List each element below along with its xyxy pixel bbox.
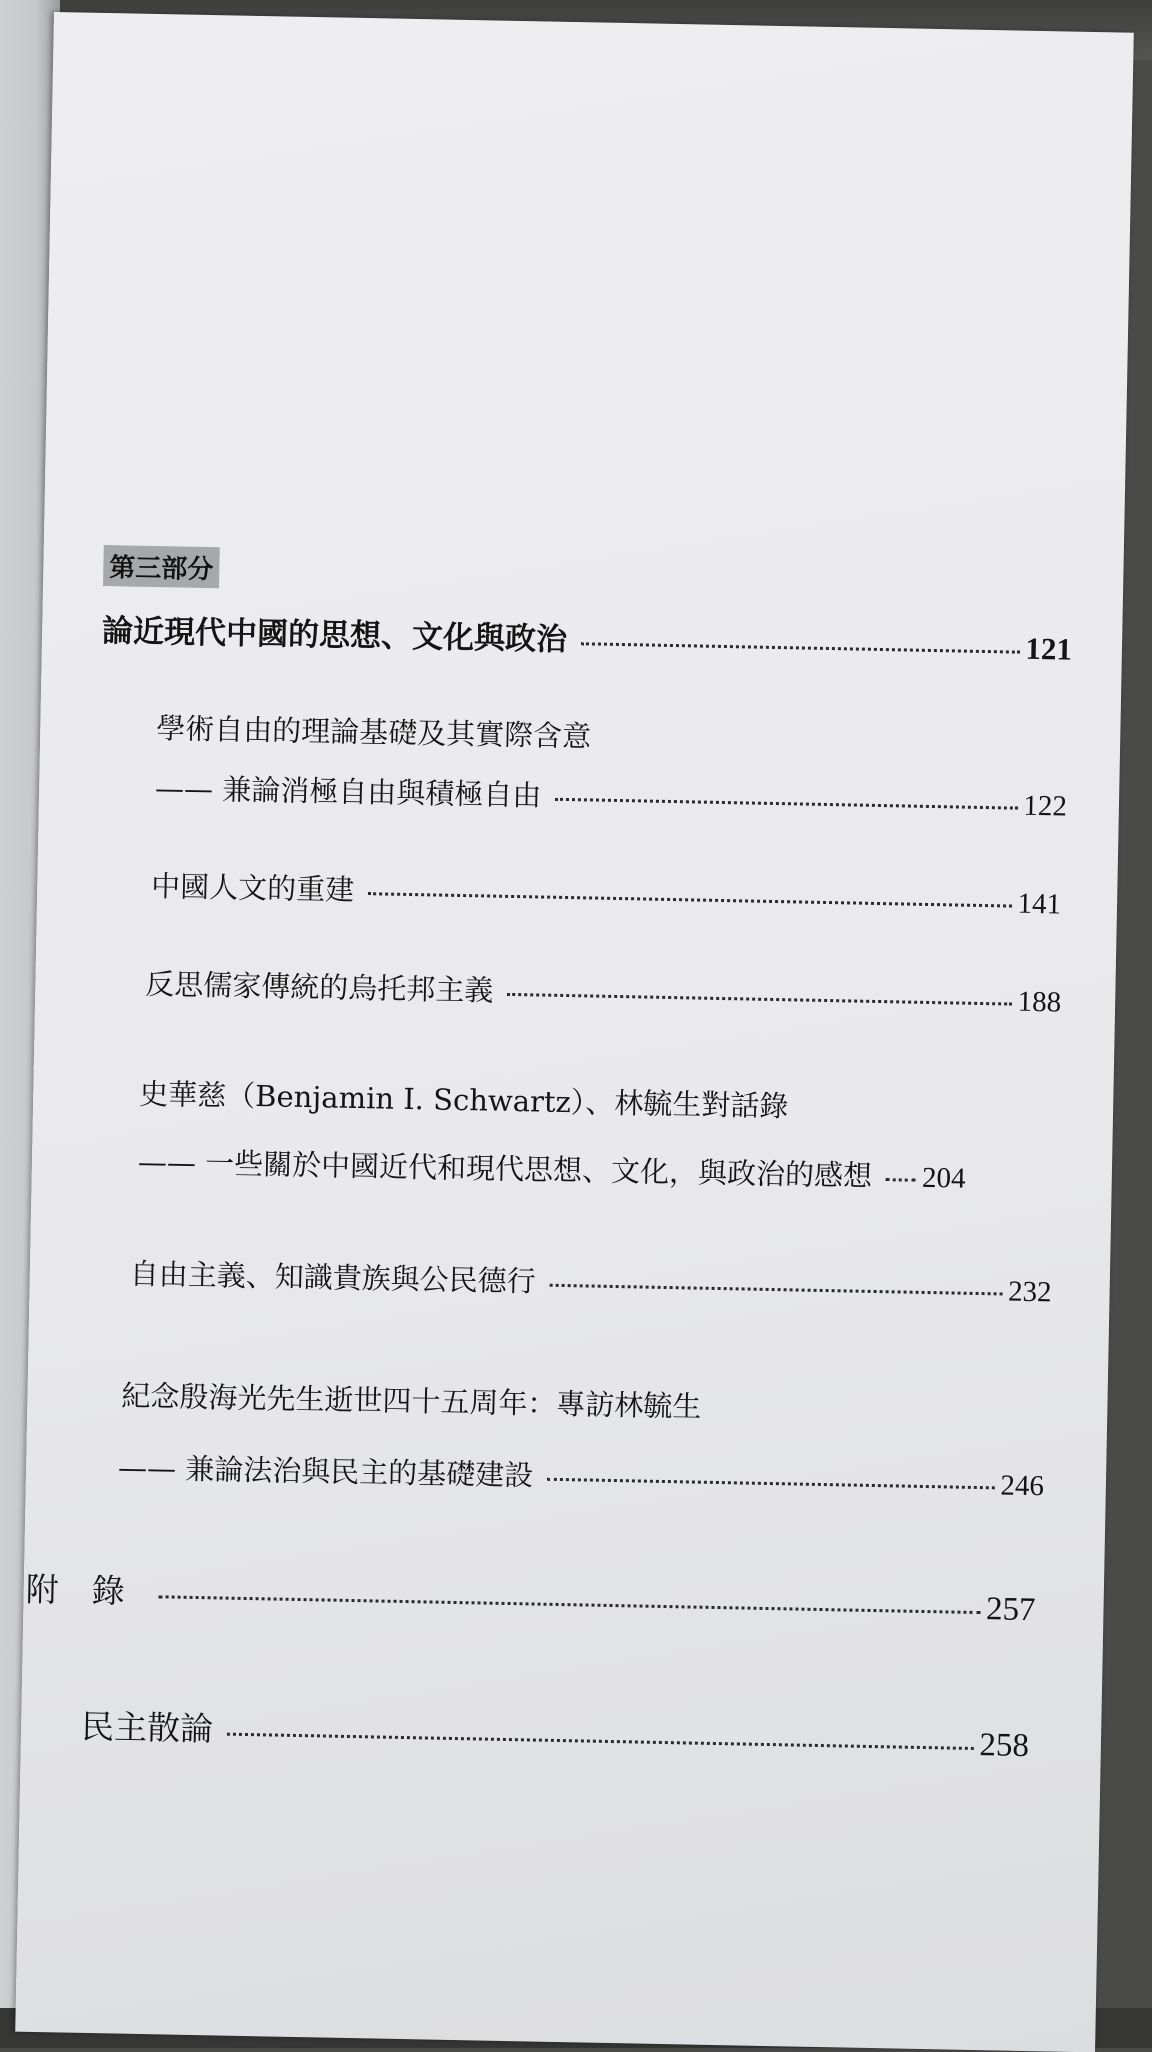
- toc-entry: [151, 864, 1062, 922]
- page-number: 121: [1025, 630, 1073, 667]
- dot-leader: [227, 1733, 973, 1750]
- dot-leader: [550, 1284, 1002, 1296]
- toc-entry-subtitle: —— 兼論法治與民主的基礎建設: [117, 1450, 534, 1493]
- toc-entry-title: 學術自由的理論基礎及其實際含意: [155, 711, 592, 754]
- page-number: 257: [985, 1591, 1036, 1629]
- toc-appendix-entry: [81, 1701, 1030, 1766]
- page-number: 232: [1007, 1275, 1052, 1309]
- page-number: 258: [979, 1727, 1030, 1765]
- toc-part-title: [102, 605, 1073, 669]
- toc-entry-title: 反思儒家傳統的烏托邦主義: [145, 966, 494, 1008]
- appendix-title: 附 錄: [25, 1569, 126, 1611]
- book-page: [15, 12, 1134, 2052]
- page-number: 122: [1023, 789, 1068, 823]
- part-title: 論近現代中國的思想、文化與政治: [101, 613, 568, 658]
- toc-entry-title: 紀念殷海光先生逝世四十五周年：專訪林毓生: [121, 1378, 702, 1424]
- dot-leader: [555, 798, 1017, 810]
- page-number: 204: [921, 1161, 966, 1195]
- toc-entry: [129, 1252, 1052, 1311]
- toc-entry-subtitle-row: [118, 1446, 1045, 1505]
- dot-leader: [886, 1178, 916, 1182]
- toc-entry-title: 自由主義、知識貴族與公民德行: [129, 1256, 537, 1299]
- toc-entry-subtitle: —— 一些關於中國近代和現代思想、文化，與政治的感想: [137, 1144, 873, 1193]
- toc-appendix: [25, 1564, 1036, 1630]
- page-number: 246: [1000, 1469, 1045, 1503]
- toc-entry-subtitle-row: [138, 1140, 1059, 1199]
- toc-entry-subtitle: —— 兼論消極自由與積極自由: [154, 771, 542, 813]
- dot-leader: [507, 993, 1011, 1006]
- toc-entry-title: 史華慈（Benjamin I. Schwartz）、林毓生對話錄: [138, 1076, 789, 1124]
- dot-leader: [368, 892, 1011, 907]
- toc-entry-subtitle-row: [155, 766, 1068, 825]
- toc-entry-title: 中國人文的重建: [150, 869, 355, 907]
- dot-leader: [159, 1595, 980, 1614]
- appendix-entry-title: 民主散論: [80, 1706, 214, 1749]
- page-number: 141: [1017, 887, 1062, 921]
- page-number: 188: [1017, 985, 1062, 1019]
- toc-entry: [145, 962, 1062, 1021]
- dot-leader: [581, 642, 1019, 653]
- dot-leader: [547, 1478, 994, 1490]
- section-label: 第三部分: [103, 545, 220, 588]
